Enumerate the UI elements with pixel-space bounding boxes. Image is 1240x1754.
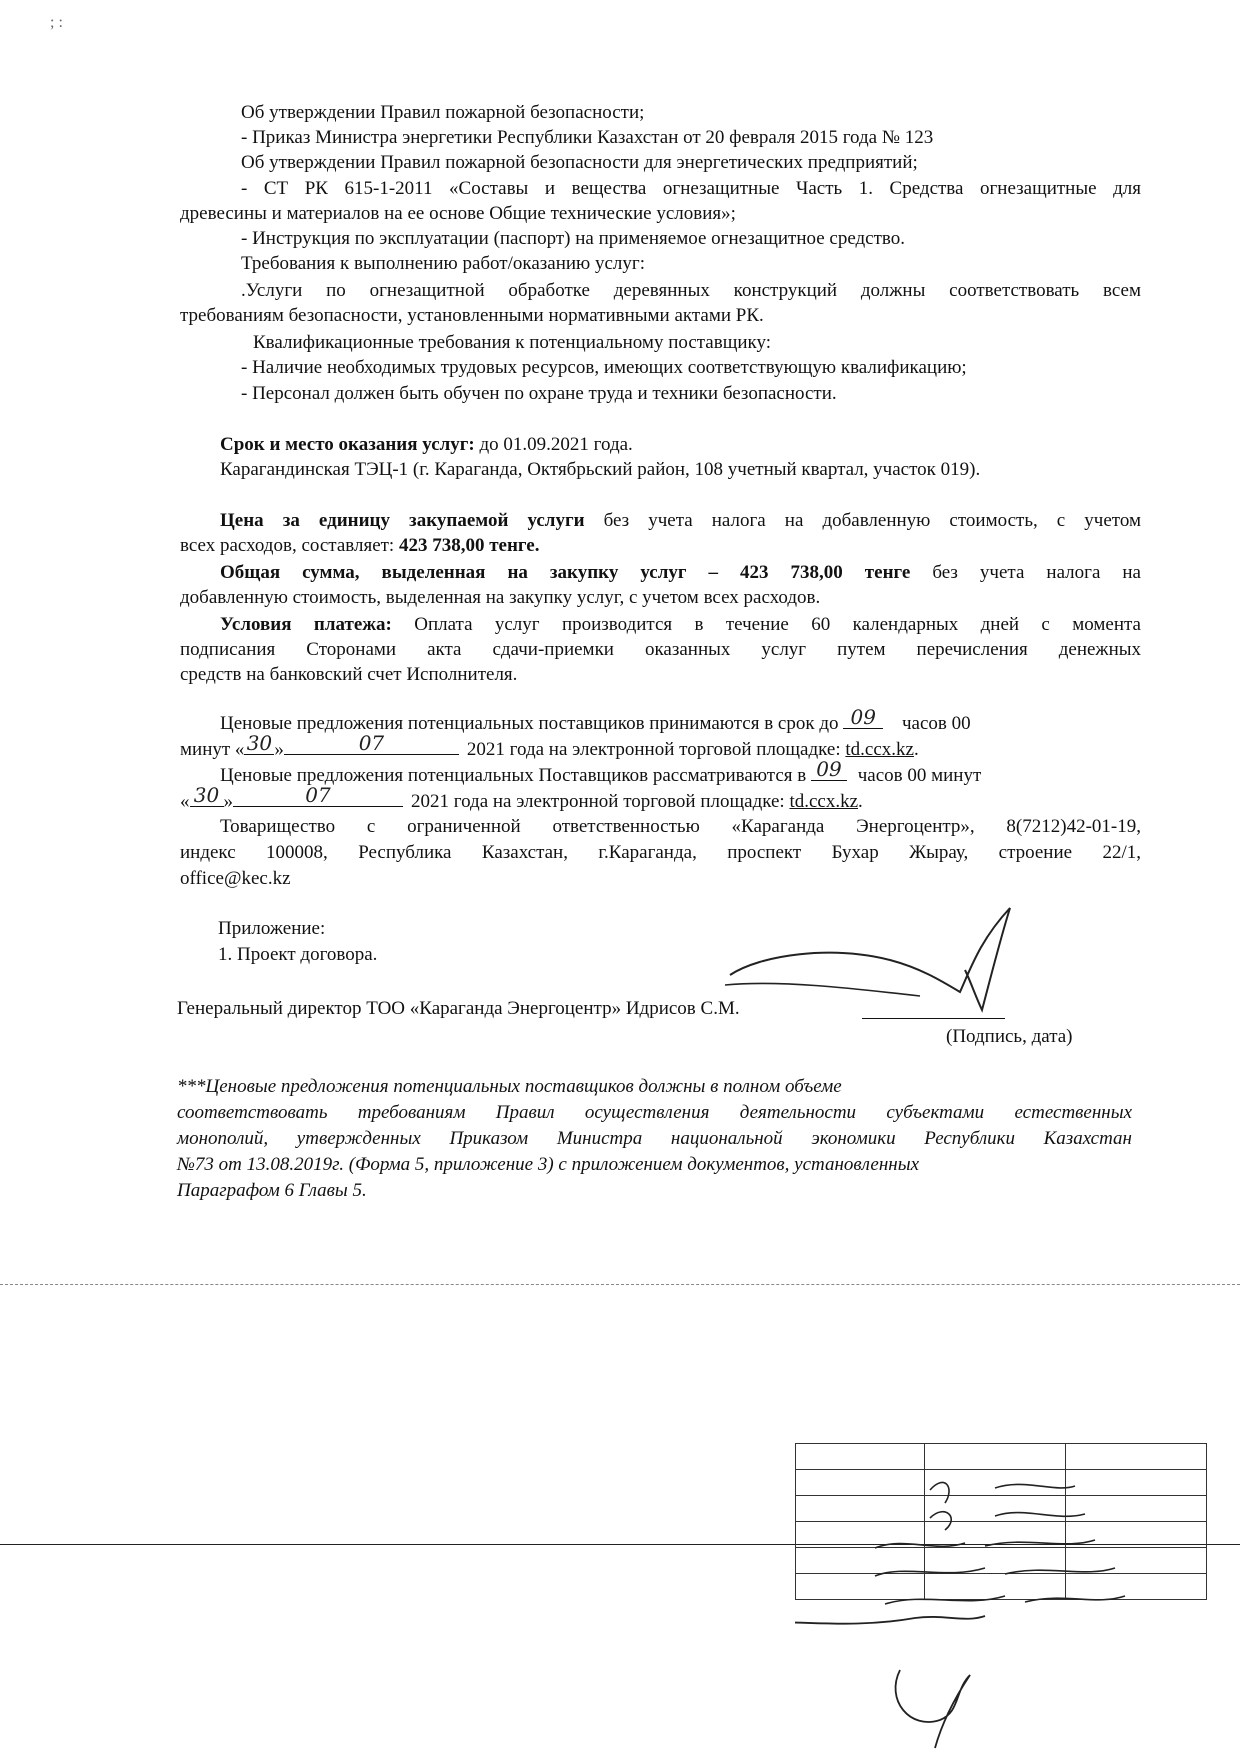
service-term xyxy=(220,432,633,457)
text-line: - Персонал должен быть обучен по охране труда и техники безопасности. xyxy=(241,383,837,404)
payment-text: Оплата услуг производится в течение 60 календарных дней с момента xyxy=(391,614,1141,635)
review-day-field xyxy=(190,783,224,807)
total-sum-line-2: добавленную стоимость, выделенная на закупку услуг, с учетом всех расходов. xyxy=(180,587,821,608)
acceptance-day-value: 30 xyxy=(246,731,273,755)
note-line: ***Ценовые предложения потенциальных поставщиков должны в полном объеме xyxy=(177,1076,842,1097)
review-end: . xyxy=(858,791,863,812)
signature-line xyxy=(862,1018,1005,1019)
annex-title: Приложение: xyxy=(218,918,326,939)
text-line: - Наличие необходимых трудовых ресурсов, имеющих соответствующую квалификацию; xyxy=(241,357,967,378)
text-line: - СТ РК 615-1-2011 «Составы и вещества огнезащитные Часть 1. Средства огнезащитные для xyxy=(241,178,1141,199)
review-day-value: 30 xyxy=(193,783,220,807)
text-line: Об утверждении Правил пожарной безопасности; xyxy=(241,102,645,123)
text-line: - Инструкция по эксплуатации (паспорт) на применяемое огнезащитное средство. xyxy=(241,228,906,249)
acceptance-hour-field xyxy=(843,705,883,729)
note-line: №73 от 13.08.2019г. (Форма 5, приложение 3) с приложением документов, установленных xyxy=(177,1154,920,1175)
review-month-field xyxy=(233,783,403,807)
review-year-text: 2021 года на электронной торговой площадке: xyxy=(411,791,790,812)
review-date-line xyxy=(180,783,863,814)
signature-caption: (Подпись, дата) xyxy=(946,1026,1073,1047)
unit-price-value: 423 738,00 тенге. xyxy=(398,535,540,556)
acceptance-hour-value: 09 xyxy=(850,705,876,729)
acceptance-month-field xyxy=(284,731,459,755)
review-quote-open: « xyxy=(180,791,190,812)
acceptance-date-line xyxy=(180,731,919,762)
org-line: индекс 100008, Республика Казахстан, г.Караганда, проспект Бухар Жырау, строение 22/1, xyxy=(180,842,1141,863)
approval-signatures xyxy=(795,1418,1207,1650)
service-term-label: Срок и место оказания услуг: xyxy=(220,434,475,455)
org-email: office@kec.kz xyxy=(180,868,291,889)
review-hour-value: 09 xyxy=(816,757,842,781)
handwritten-mark xyxy=(880,1660,990,1750)
text-line: - Приказ Министра энергетики Республики Казахстан от 20 февраля 2015 года № 123 xyxy=(241,127,934,148)
total-sum-label: Общая сумма, выделенная на закупку услуг – 423 738,00 тенге xyxy=(220,562,911,583)
approval-stamp xyxy=(795,1418,1207,1650)
note-line: соответствовать требованиям Правил осуществления деятельности субъектами естественных xyxy=(177,1102,1132,1123)
director-name: Генеральный директор ТОО «Караганда Энергоцентр» Идрисов С.М. xyxy=(177,998,740,1019)
acceptance-text-2: часов 00 xyxy=(902,713,971,734)
total-sum-text: без учета налога на xyxy=(910,562,1141,583)
text-line: .Услуги по огнезащитной обработке деревянных конструкций должны соответствовать всем xyxy=(241,280,1141,301)
review-month-value: 07 xyxy=(305,783,331,807)
unit-price-text: без учета налога на добавленную стоимость, с учетом xyxy=(584,510,1141,531)
payment-line-2: подписания Сторонами акта сдачи-приемки оказанных услуг путем перечисления денежных xyxy=(180,639,1141,660)
unit-price-line-2 xyxy=(180,533,540,558)
note-line: Параграфом 6 Главы 5. xyxy=(177,1180,367,1201)
annex-item: 1. Проект договора. xyxy=(218,944,378,965)
text-line: Квалификационные требования к потенциальному поставщику: xyxy=(253,332,772,353)
acceptance-text: Ценовые предложения потенциальных поставщиков принимаются в срок до xyxy=(220,713,839,734)
scan-fold-line xyxy=(0,1284,1240,1285)
unit-price-text-2: всех расходов, составляет: xyxy=(180,535,399,556)
text-line: Об утверждении Правил пожарной безопасности для энергетических предприятий; xyxy=(241,152,918,173)
text-line: древесины и материалов на ее основе Общие технические условия»; xyxy=(180,203,736,224)
text-line: требованиям безопасности, установленными нормативными актами РК. xyxy=(180,305,764,326)
unit-price-line xyxy=(220,508,1141,533)
director-signature xyxy=(720,900,1050,1020)
review-text-2: часов 00 минут xyxy=(857,765,982,786)
acceptance-minutes-text: минут « xyxy=(180,739,245,760)
acceptance-quote: » xyxy=(274,739,284,760)
payment-line-3: средств на банковский счет Исполнителя. xyxy=(180,664,518,685)
total-sum-line xyxy=(220,560,1141,585)
acceptance-end: . xyxy=(913,739,919,760)
text-line: Требования к выполнению работ/оказанию услуг: xyxy=(241,253,645,274)
note-line: монополий, утвержденных Приказом Министра национальной экономики Республики Казахстан xyxy=(177,1128,1132,1149)
acceptance-month-value: 07 xyxy=(358,731,385,755)
payment-line xyxy=(220,612,1141,637)
acceptance-day-field xyxy=(244,731,274,755)
review-site-link[interactable]: td.ccx.kz xyxy=(789,791,859,812)
service-place: Карагандинская ТЭЦ-1 (г. Караганда, Октябрьский район, 108 учетный квартал, участок 019). xyxy=(220,459,981,480)
unit-price-label: Цена за единицу закупаемой услуги xyxy=(220,510,585,531)
scan-marks: ; : xyxy=(50,14,63,31)
review-text: Ценовые предложения потенциальных Поставщиков рассматриваются в xyxy=(220,765,807,786)
review-quote: » xyxy=(223,791,233,812)
org-line: Товарищество с ограниченной ответственностью «Караганда Энергоцентр», 8(7212)42-01-19, xyxy=(220,816,1141,837)
acceptance-year-text: 2021 года на электронной торговой площадке: xyxy=(466,739,846,760)
service-term-date: до 01.09.2021 года. xyxy=(474,434,633,455)
payment-label: Условия платежа: xyxy=(220,614,392,635)
review-hour-field xyxy=(811,757,847,781)
acceptance-site-link[interactable]: td.ccx.kz xyxy=(845,739,914,760)
